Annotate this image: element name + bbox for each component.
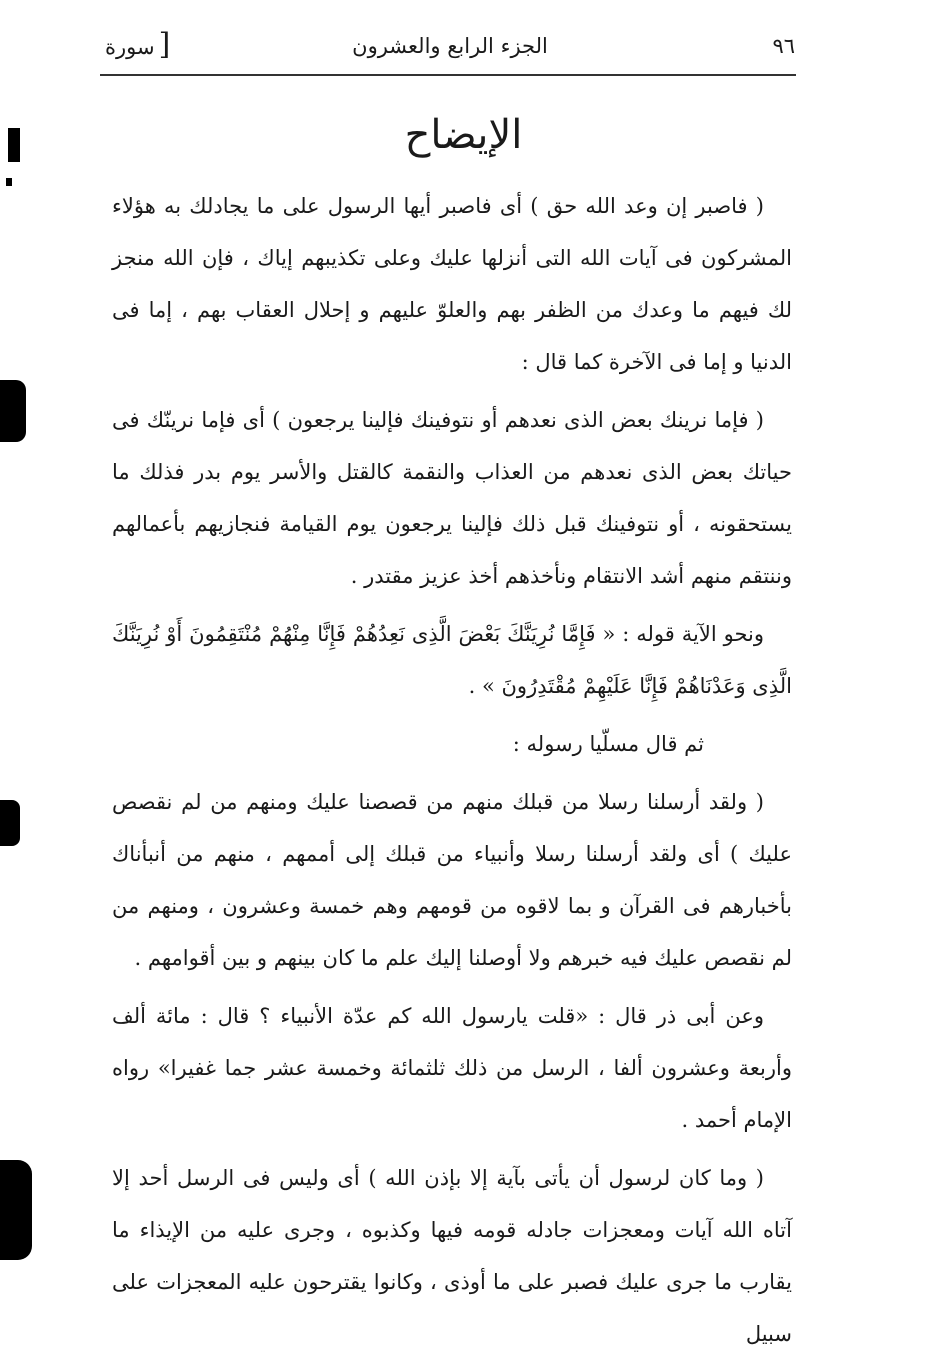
paragraph: ( فإما نرينك بعض الذى نعدهم أو نتوفينك فإلينا يرجعون ) أى فإما نرينّك فى حياتك بعض الذى نعدهم من العذاب والنقمة كالقتل والأسر يوم بدر فذلك ما يستحقونه ، أو نتوفينك قبل ذلك فإلينا يرجعون يوم القيامة فنجازيهم بأعمالهم وننتقم منهم أشد الانتقام ونأخذهم أخذ عزيز مقتدر . — [112, 408, 792, 588]
paragraph: ( وما كان لرسول أن يأتى بآية إلا بإذن الله ) أى وليس فى الرسل أحد إلا آتاه الله آيات ومعجزات جادله قومه فيها وكذبوه ، وجرى عليه من الإيذاء ما يقارب ما جرى عليك فصبر على ما أوذى ، وكانوا يقترحون عليه المعجزات على سبيل — [112, 1166, 792, 1346]
page-number: ٩٦ — [772, 34, 795, 58]
scan-edge-mark — [0, 1160, 32, 1260]
section-title: الإيضاح — [404, 112, 523, 158]
sura-label-text: سورة — [105, 35, 155, 59]
part-title: الجزء الرابع والعشرون — [352, 34, 548, 58]
running-header — [105, 27, 795, 74]
paragraph: ثم قال مسلّيا رسوله : — [512, 732, 704, 756]
paragraph: ( ولقد أرسلنا رسلا من قبلك منهم من قصصنا عليك ومنهم من لم نقصص عليك ) أى ولقد أرسلنا رسلا وأنبياء من قبلك إلى أممهم ، منهم من أنبأناك بأخبارهم فى القرآن و بما لاقوه من قومهم وهم خمسة وعشرون ، ومنهم من لم نقصص عليك فيه خبرهم ولا أوصلنا إليك علم ما كان بينهم و بين أقوامهم . — [112, 790, 792, 970]
header-rule — [100, 74, 796, 76]
sura-label — [105, 27, 171, 62]
scan-edge-mark — [6, 178, 12, 186]
paragraph: ونحو الآية قوله : « فَإِمَّا نُرِيَنَّكَ بَعْضَ الَّذِى نَعِدُهُمْ فَإِنَّا مِنْهُمْ مُنْتَقِمُونَ أَوْ نُرِيَنَّكَ الَّذِى وَعَدْنَاهُمْ فَإِنَّا عَلَيْهِمْ مُقْتَدِرُونَ » . — [112, 622, 792, 698]
bracket-mark: [ — [158, 27, 171, 62]
body-text — [112, 180, 792, 1366]
paragraph: ( فاصبر إن وعد الله حق ) أى فاصبر أيها الرسول على ما يجادلك به هؤلاء المشركون فى آيات الله التى أنزلها عليك وعلى تكذيبهم إياك ، فإن الله منجز لك فيهم ما وعدك من الظفر بهم والعلوّ عليهم و إحلال العقاب بهم ، إما فى الدنيا و إما فى الآخرة كما قال : — [112, 194, 792, 374]
scan-edge-mark — [8, 128, 20, 162]
scan-edge-mark — [0, 380, 26, 442]
paragraph: وعن أبى ذر قال : «قلت يارسول الله كم عدّة الأنبياء ؟ قال : مائة ألف وأربعة وعشرون ألفا ، الرسل من ذلك ثلثمائة وخمسة عشر جما غفيرا» رواه الإمام أحمد . — [112, 1004, 792, 1132]
scan-edge-mark — [0, 800, 20, 846]
